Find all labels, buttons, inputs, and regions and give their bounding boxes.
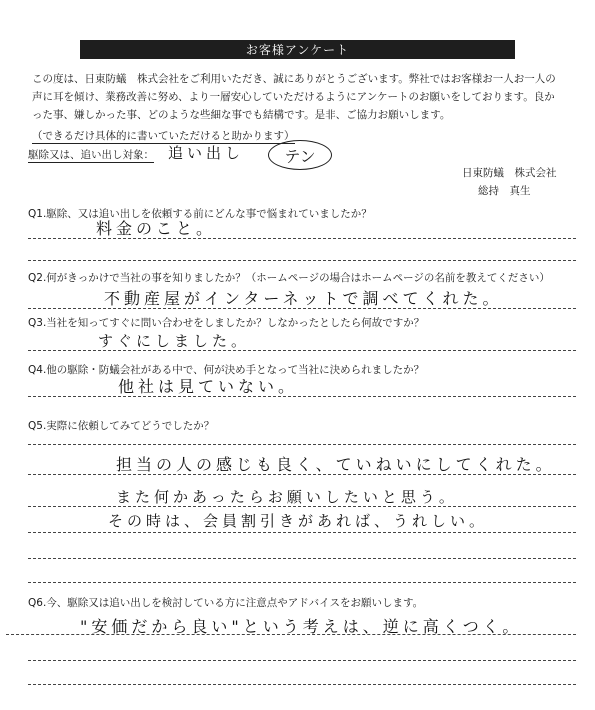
answer-line [28,444,576,445]
service-label: 駆除又は、追い出し対象： [28,149,154,161]
answer-line [28,350,576,351]
company-name: 日東防蟻 株式会社 [462,167,557,179]
answer-5-line-3: その時は、会員割引きがあれば、うれしい。 [108,512,489,530]
question-3: Q3.当社を知ってすぐに問い合わせをしましたか？しなかったとしたら何故ですか？ [28,317,425,329]
answer-line [28,474,576,475]
answer-line [28,308,576,309]
answer-5-line-2: また何かあったらお願いしたいと思う。 [116,488,458,506]
answer-line [28,260,576,261]
circled-animal-text: テン [284,146,316,166]
question-2: Q2.何がきっかけで当社の事を知りましたか？（ホームページの場合はホームページの名前を教えてください） [28,272,550,284]
answer-line [28,532,576,533]
question-6: Q6.今、駆除又は追い出しを検討している方に注意点やアドバイスをお願いします。 [28,597,424,609]
intro-line-2: 声に耳を傾け、業務改善に努め、より一層安心していただけるようにアンケートのお願いをしております。良か [32,91,555,103]
answer-5-line-1: 担当の人の感じも良く、ていねいにしてくれた。 [116,455,556,474]
survey-title: お客様アンケート [80,40,515,59]
intro-line-3: った事、嫌しかった事、どのような些細な事でも結構です。是非、ご協力お願いします。 [32,109,451,121]
answer-line [28,506,576,507]
circled-animal [268,140,332,170]
answer-2: 不動産屋がインターネットで調べてくれた。 [104,289,503,308]
answer-line [28,660,576,661]
question-4: Q4.他の駆除・防蟻会社がある中で、何が決め手となって当社に決められましたか？ [28,364,425,376]
question-1: Q1.駆除、又は追い出しを依頼する前にどんな事で悩まれていましたか？ [28,208,372,220]
answer-4: 他社は見ていない。 [118,377,299,396]
answer-6: "安価だから良い"という考えは、逆に高くつく。 [80,617,523,636]
answer-1: 料金のこと。 [96,219,217,238]
company-person: 総持 真生 [478,185,531,197]
answer-3: すぐにしました。 [98,332,251,350]
service-answer: 追い出し [168,144,245,162]
intro-line-1: この度は、日東防蟻 株式会社をご利用いただき、誠にありがとうございます。弊社ではお客様お一人お一人の [32,73,556,85]
question-5: Q5.実際に依頼してみてどうでしたか？ [28,420,215,432]
answer-line [28,396,576,397]
answer-line [28,684,576,685]
answer-line [28,238,576,239]
answer-line [28,558,576,559]
answer-line [6,634,576,635]
answer-line [28,582,576,583]
intro-note: （できるだけ具体的に書いていただけると助かります） [32,130,295,142]
